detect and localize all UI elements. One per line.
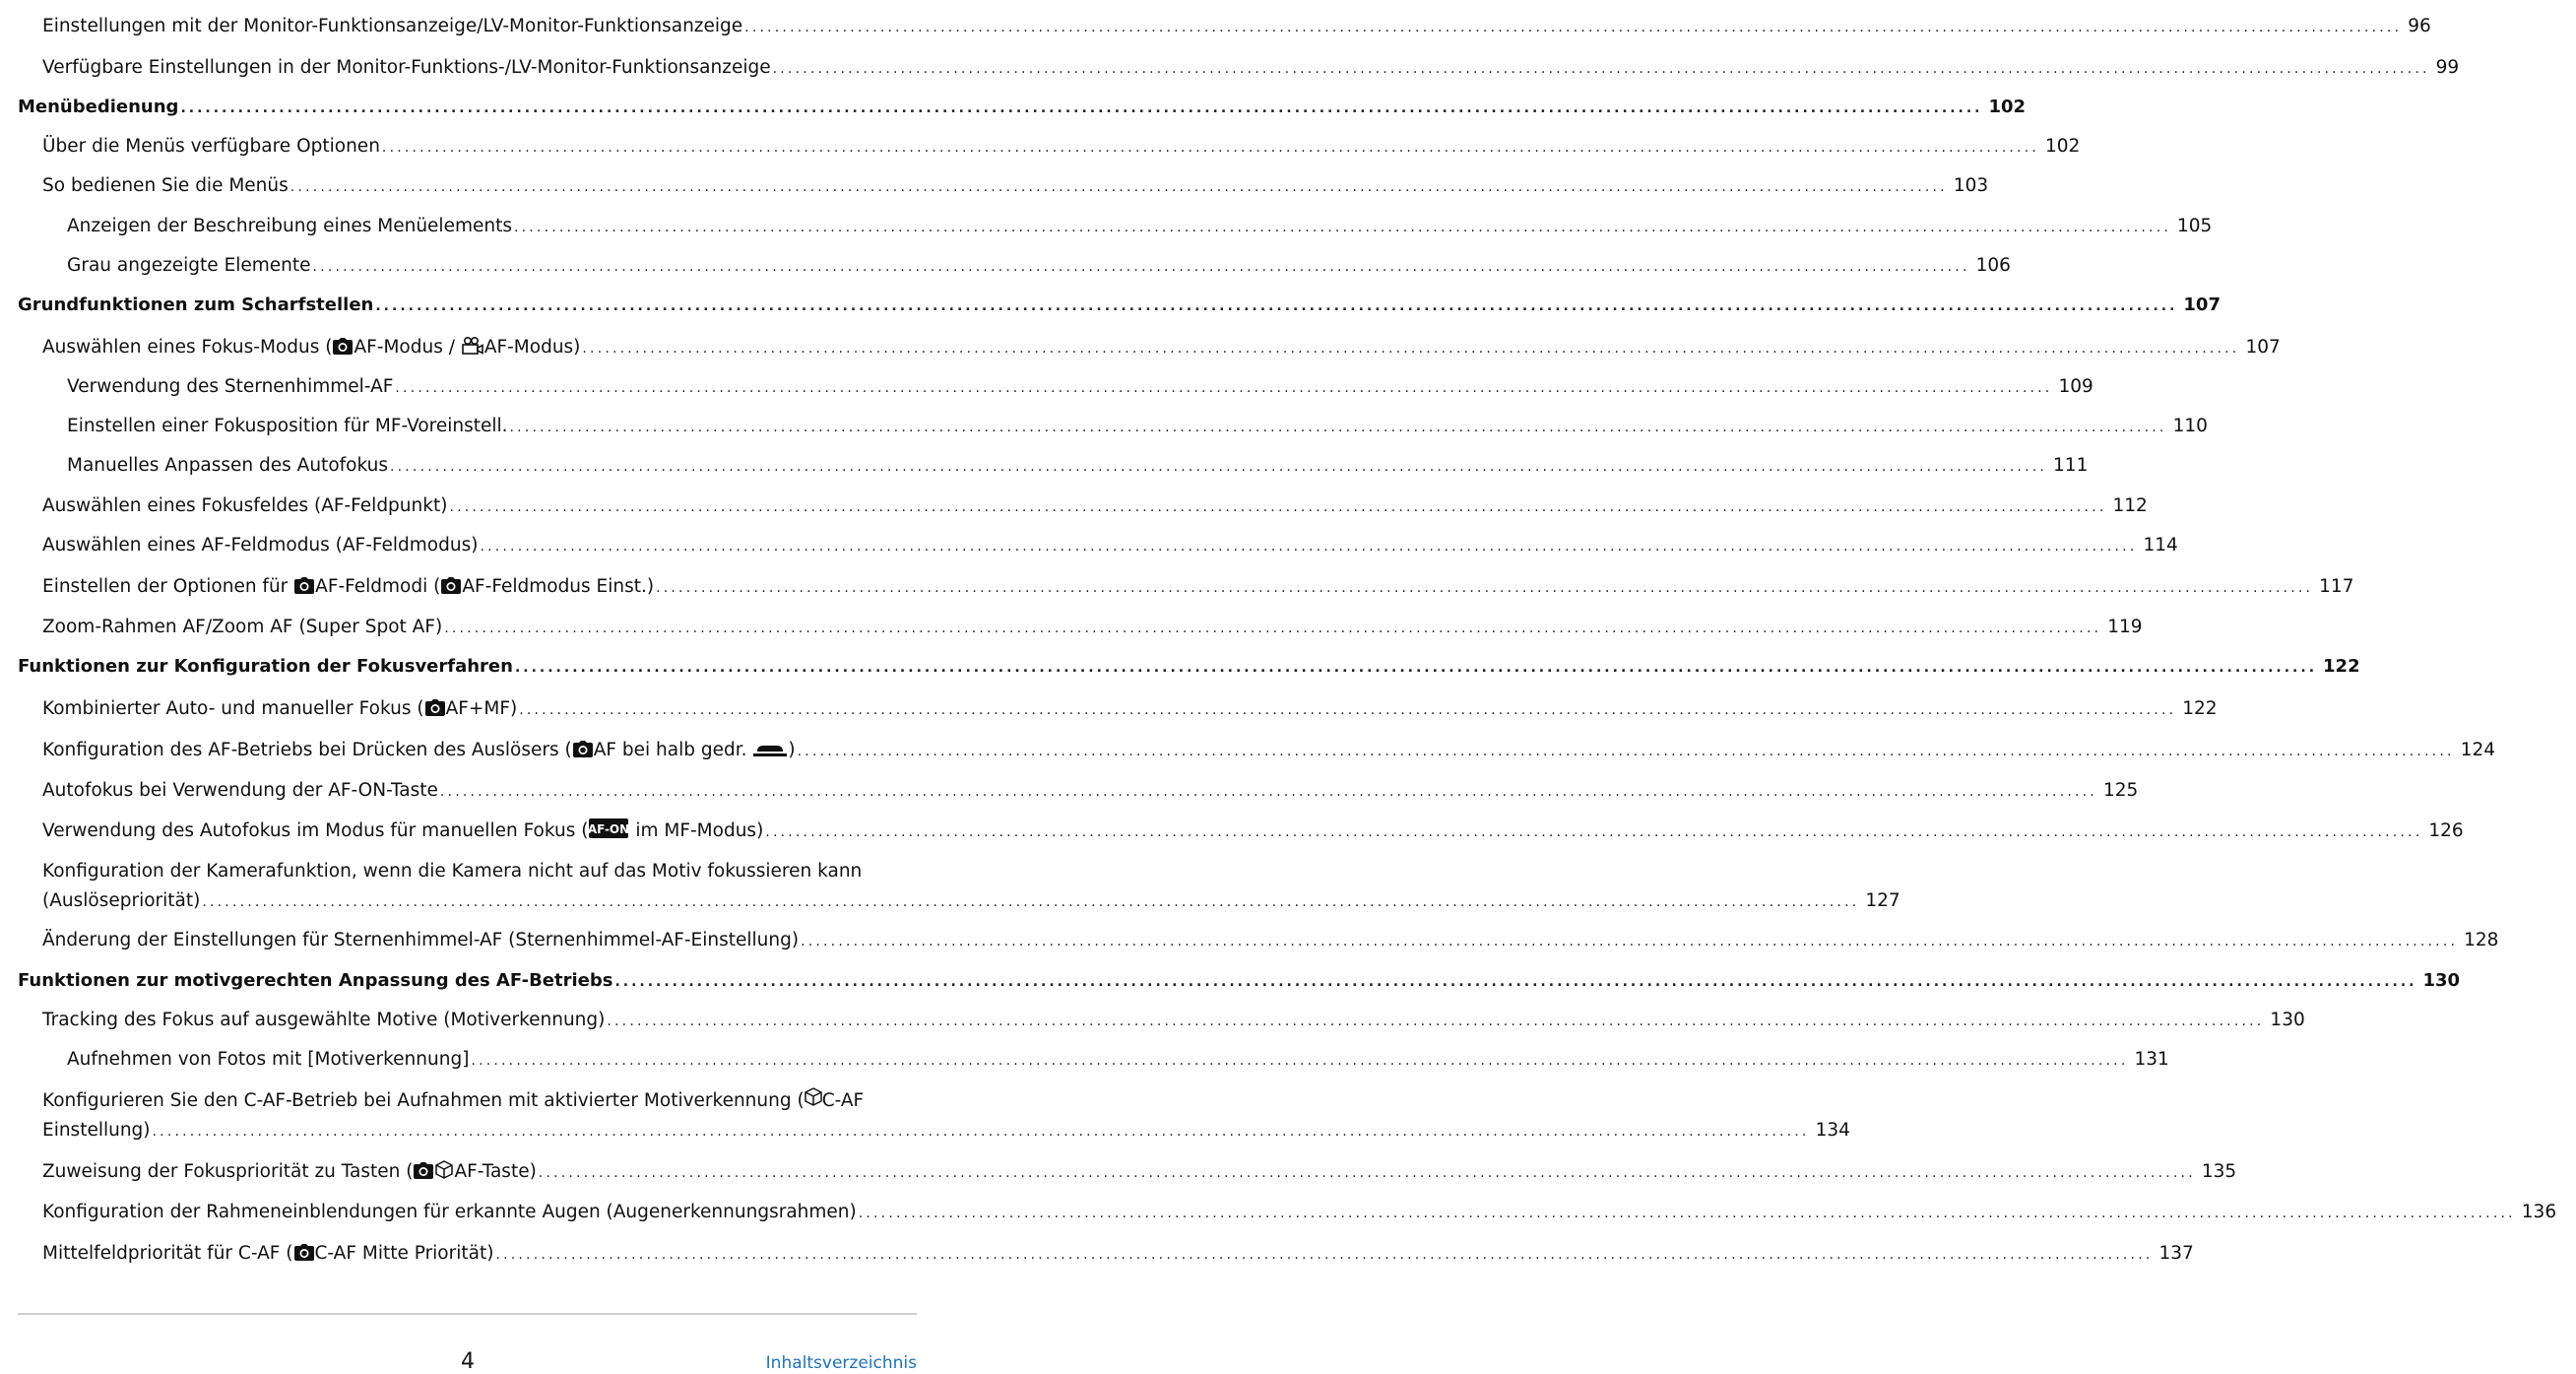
toc-entry-title: Einstellungen mit der Monitor-Funktionsanzeige/LV-Monitor-Funktionsanzeige [42,16,743,36]
toc-section-entry[interactable] [0,652,2360,683]
toc-entry-title: Konfiguration der Rahmeneinblendungen für erkannte Augen (Augenerkennungsrahmen) [42,1202,857,1222]
dot-leader: ............................................................................................................................................................................................................................ [582,341,2240,357]
toc-page-number: 119 [2107,617,2143,637]
toc-page-number: 122 [2182,698,2218,719]
toc-entry[interactable] [0,926,2499,956]
toc-entry-title: Menübedienung [18,97,179,117]
toc-entry-title: Anzeigen der Beschreibung eines Menüelements [67,216,512,236]
toc-entry-title: Tracking des Fokus auf ausgewählte Motive (Motiverkennung) [42,1010,606,1030]
camera-icon [332,333,354,362]
camera-icon [440,572,462,602]
toc-entry-title: Einstellung) [42,1120,151,1141]
subject-detection-icon [434,1157,454,1187]
toc-entry-title: Verwendung des Autofokus im Modus für manuellen Fokus ( AF-ON im MF-Modus) [42,817,763,846]
toc-entry[interactable] [0,817,2464,847]
camera-icon [293,1239,315,1269]
toc-entry-title: Zoom-Rahmen AF/Zoom AF (Super Spot AF) [42,617,443,637]
toc-entry-title: Aufnehmen von Fotos mit [Motiverkennung] [67,1049,470,1070]
movie-camera-icon [461,333,484,362]
toc-section-entry[interactable] [0,291,2221,321]
dot-leader: ............................................................................................................................................................................................................................ [538,1165,2196,1181]
dot-leader: ............................................................................................................................................................................................................................ [797,744,2455,759]
toc-page-number: 102 [1988,97,2027,117]
toc-entry[interactable] [0,412,2208,442]
dot-leader: ............................................................................................................................................................................................................................ [607,1014,2265,1029]
dot-leader: ............................................................................................................................................................................................................................ [389,459,2048,475]
toc-entry-title: Einstellen der Optionen für AF-Feldmodi ( AF-Feldmodus Einst.) [42,572,654,602]
toc-entry-title: Verwendung des Sternenhimmel-AF [67,376,394,397]
toc-page-number: 105 [2177,216,2213,236]
toc-entry[interactable] [0,132,2081,163]
toc-entry[interactable] [0,776,2139,807]
camera-icon [572,736,594,765]
toc-entry-title: Verfügbare Einstellungen in der Monitor-Funktions-/LV-Monitor-Funktionsanzeige [42,57,771,78]
toc-entry-title: Auswählen eines AF-Feldmodus (AF-Feldmodus) [42,535,479,556]
toc-page-number: 103 [1953,175,1989,196]
toc-page-number: 107 [2183,294,2221,315]
toc-entry[interactable] [0,736,2495,766]
toc-entry[interactable] [0,491,2148,522]
toc-entry-title: Änderung der Einstellungen für Sternenhimmel-AF (Sternenhimmel-AF-Einstellung) [42,930,800,950]
dot-leader: ............................................................................................................................................................................................................................ [381,140,2039,156]
toc-entry[interactable] [0,372,2093,403]
toc-page-number: 137 [2158,1243,2194,1264]
toc-entry[interactable] [0,1045,2169,1076]
toc-entry-title: Einstellen einer Fokusposition für MF-Voreinstell. [67,416,508,436]
toc-entry-title: Funktionen zur motivgerechten Anpassung des AF-Betriebs [18,970,613,991]
dot-leader: ............................................................................................................................................................................................................................ [152,1124,1810,1140]
dot-leader: ............................................................................................................................................................................................................................ [449,499,2107,515]
toc-entry[interactable] [0,1157,2237,1188]
camera-icon [293,572,315,602]
subject-detection-icon [805,1086,822,1116]
toc-page-number: 112 [2112,495,2148,516]
dot-leader: ............................................................................................................................................................................................................................ [480,539,2138,555]
toc-page-number: 117 [2319,576,2354,597]
dot-leader: ............................................................................................................................................................................................................................ [471,1053,2129,1069]
toc-entry[interactable] [0,53,2460,84]
toc-page-number: 96 [2408,16,2431,36]
toc-page-number: 111 [2053,455,2089,476]
af-on-button-icon [588,817,629,846]
toc-section-entry[interactable] [0,966,2461,997]
dot-leader: ............................................................................................................................................................................................................................ [519,702,2177,718]
toc-entry[interactable] [0,171,1989,202]
toc-page-number: 125 [2102,780,2139,801]
toc-entry-title: (Auslösepriorität) [42,890,201,911]
page-number: 4 [461,1349,475,1374]
toc-entry[interactable] [0,451,2089,482]
toc-page-number: 126 [2428,820,2464,841]
toc-entry-title: Zuweisung der Fokuspriorität zu Tasten ( AF-Taste) [42,1157,537,1187]
shutter-button-icon [752,736,788,765]
dot-leader: ............................................................................................................................................................................................................................ [801,934,2459,949]
toc-entry[interactable] [0,212,2213,242]
toc-entry[interactable] [0,1086,1850,1146]
toc-page-number: 135 [2201,1161,2237,1182]
toc-entry[interactable] [0,12,2431,42]
toc-page-number: 114 [2143,535,2178,556]
dot-leader: ............................................................................................................................................................................................................................ [180,100,1983,116]
dot-leader: ............................................................................................................................................................................................................................ [744,20,2403,35]
toc-entry-text-line: Konfigurieren Sie den C-AF-Betrieb bei Aufnahmen mit aktivierter Motiverkennung ( C-AF [0,1086,935,1116]
svg-text:AF-ON: AF-ON [588,822,630,836]
toc-entry-title: Konfiguration des AF-Betriebs bei Drücken des Auslösers ( AF bei halb gedr. ) [42,736,796,765]
toc-page-number: 122 [2323,656,2360,677]
toc-entry[interactable] [0,531,2178,561]
dot-leader: ............................................................................................................................................................................................................................ [772,61,2430,77]
toc-entry-title: Grundfunktionen zum Scharfstellen [18,294,374,315]
dot-leader: ............................................................................................................................................................................................................................ [614,974,2417,990]
toc-entry-title: Mittelfeldpriorität für C-AF ( C-AF Mitte Priorität) [42,1239,493,1269]
toc-page-number: 130 [2270,1010,2305,1030]
toc-entry-title: Auswählen eines Fokusfeldes (AF-Feldpunkt) [42,495,448,516]
toc-page-number: 99 [2435,57,2460,78]
toc-page-number: 130 [2422,970,2461,991]
toc-entry-title: So bedienen Sie die Menüs [42,175,289,196]
dot-leader: ............................................................................................................................................................................................................................ [858,1206,2516,1221]
toc-entry[interactable] [0,1006,2305,1036]
toc-entry-title: Über die Menüs verfügbare Optionen [42,136,380,157]
toc-entry[interactable] [0,613,2143,643]
toc-entry-title: Grau angezeigte Elemente [67,255,311,276]
dot-leader: ............................................................................................................................................................................................................................ [444,621,2102,636]
toc-entry[interactable] [0,333,2281,363]
toc-section-entry[interactable] [0,93,2027,123]
dot-leader: ............................................................................................................................................................................................................................ [439,784,2097,800]
toc-entry-title: Funktionen zur Konfiguration der Fokusverfahren [18,656,513,677]
camera-icon [424,694,446,724]
dot-leader: ............................................................................................................................................................................................................................ [290,179,1948,195]
toc-entry-title: Kombinierter Auto- und manueller Fokus ( AF+MF) [42,694,517,724]
toc-page-number: 128 [2464,930,2499,950]
toc-entry-text-line: Konfiguration der Kamerafunktion, wenn die Kamera nicht auf das Motiv fokussieren kann [42,861,863,882]
footer-divider [18,1313,917,1315]
dot-leader: ............................................................................................................................................................................................................................ [312,259,1970,275]
dot-leader: ............................................................................................................................................................................................................................ [395,380,2053,396]
toc-entry-title: Auswählen eines Fokus-Modus ( AF-Modus / AF-Modus) [42,333,580,362]
toc-page-number: 136 [2521,1202,2557,1222]
toc-page-number: 109 [2058,376,2093,397]
toc-entry[interactable] [0,1198,2557,1228]
toc-entry[interactable] [0,1239,2194,1270]
toc-page-number: 131 [2134,1049,2169,1070]
toc-link[interactable]: Inhaltsverzeichnis [765,1353,917,1373]
dot-leader: ............................................................................................................................................................................................................................ [509,420,2167,435]
toc-entry-title: Autofokus bei Verwendung der AF-ON-Taste [42,780,438,801]
toc-entry-title: Manuelles Anpassen des Autofokus [67,455,388,476]
toc-page-number: 106 [1975,255,2011,276]
toc-page-number: 134 [1815,1120,1850,1141]
dot-leader: ............................................................................................................................................................................................................................ [375,298,2178,314]
dot-leader: ............................................................................................................................................................................................................................ [513,220,2172,235]
toc-page-number: 124 [2460,740,2495,760]
dot-leader: ............................................................................................................................................................................................................................ [495,1247,2154,1263]
toc-entry[interactable] [0,857,1900,917]
dot-leader: ............................................................................................................................................................................................................................ [514,660,2318,676]
toc-entry[interactable] [0,694,2218,725]
toc-entry[interactable] [0,251,2011,282]
dot-leader: ............................................................................................................................................................................................................................ [656,580,2314,596]
dot-leader: ............................................................................................................................................................................................................................ [202,894,1860,910]
toc-page-number: 107 [2245,337,2281,358]
toc-entry[interactable] [0,572,2354,603]
toc-page-number: 127 [1865,890,1900,911]
toc-page-number: 102 [2044,136,2081,157]
dot-leader: ............................................................................................................................................................................................................................ [765,824,2423,840]
toc-page-number: 110 [2172,416,2208,436]
camera-icon [413,1157,434,1187]
